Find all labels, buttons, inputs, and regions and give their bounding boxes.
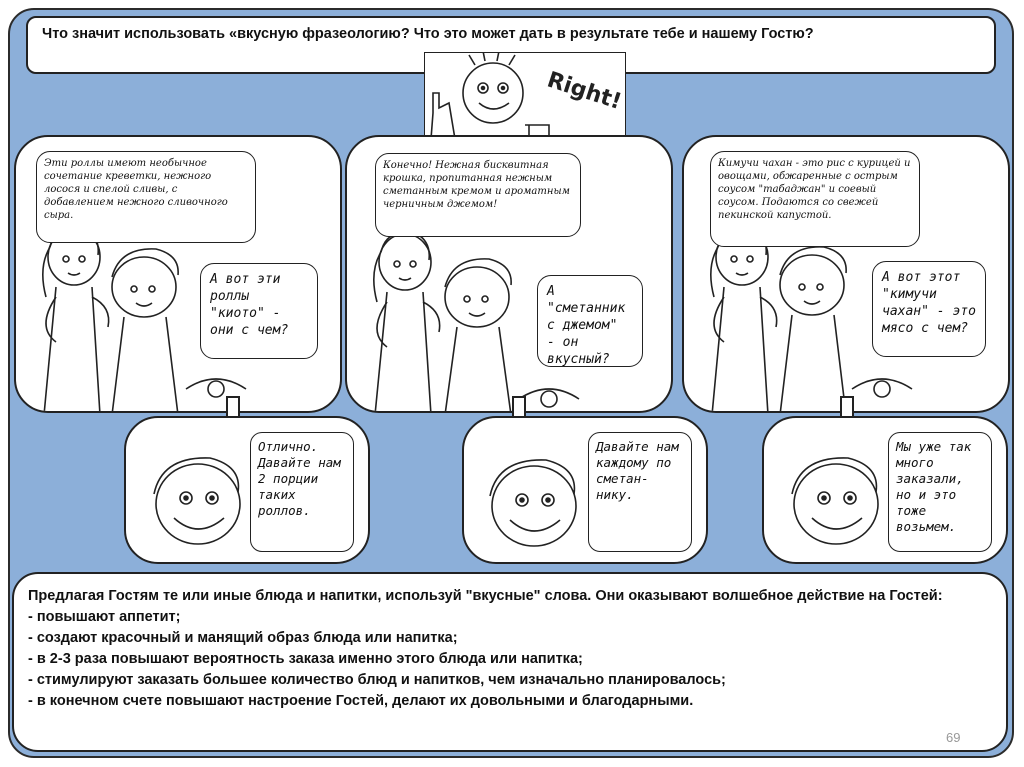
header-illustration (424, 52, 626, 144)
guest-answer-panel-3 (762, 416, 1008, 564)
guest-question-bubble: А вот эти роллы "киото" - они с чем? (200, 263, 318, 359)
page-number: 69 (946, 730, 961, 745)
waiter-speech-bubble: Кимучи чахан - это рис с курицей и овощами, обжаренные с острым соусом "табаджан" и соевый соусом. Подаются со свежей пекинской капустой. (710, 151, 920, 247)
right-caption: Right! (543, 67, 624, 115)
summary-point: - стимулируют заказать большее количество блюд и напитков, чем изначально планировалось; (28, 672, 726, 688)
guest-question-bubble: А "сметанник с джемом" - он вкусный? (537, 275, 643, 367)
guest-answer-panel-2 (462, 416, 708, 564)
summary-box (12, 572, 1008, 752)
waiter-speech-bubble: Конечно! Нежная бисквитная крошка, пропитанная нежным сметанным кремом и ароматным черничным джемом! (375, 153, 581, 237)
summary-point: - в 2-3 раза повышают вероятность заказа именно этого блюда или напитка; (28, 651, 583, 667)
comic-panel-1 (14, 135, 342, 413)
slide-title: Что значит использовать «вкусную фразеологию? Что это может дать в результате тебе и нашему Гостю? (26, 16, 996, 74)
summary-intro: Предлагая Гостям те или иные блюда и напитки, используй "вкусные" слова. Они оказывают волшебное действие на Гостей: (28, 588, 943, 604)
summary-point: - повышают аппетит; (28, 609, 181, 625)
guest-answer-bubble: Отлично. Давайте нам 2 порции таких роллов. (250, 432, 354, 552)
summary-point: - в конечном счете повышают настроение Гостей, делают их довольными и благодарными. (28, 693, 694, 709)
comic-panel-2 (345, 135, 673, 413)
comic-panel-3 (682, 135, 1010, 413)
guest-answer-bubble: Мы уже так много заказали, но и это тоже возьмем. (888, 432, 992, 552)
guest-question-bubble: А вот этот "кимучи чахан" - это мясо с чем? (872, 261, 986, 357)
summary-point: - создают красочный и манящий образ блюда или напитка; (28, 630, 458, 646)
guest-answer-bubble: Давайте нам каждому по сметан-нику. (588, 432, 692, 552)
guest-answer-panel-1 (124, 416, 370, 564)
waiter-speech-bubble: Эти роллы имеют необычное сочетание креветки, нежного лосося и спелой сливы, с добавлением нежного сливочного сыра. (36, 151, 256, 243)
